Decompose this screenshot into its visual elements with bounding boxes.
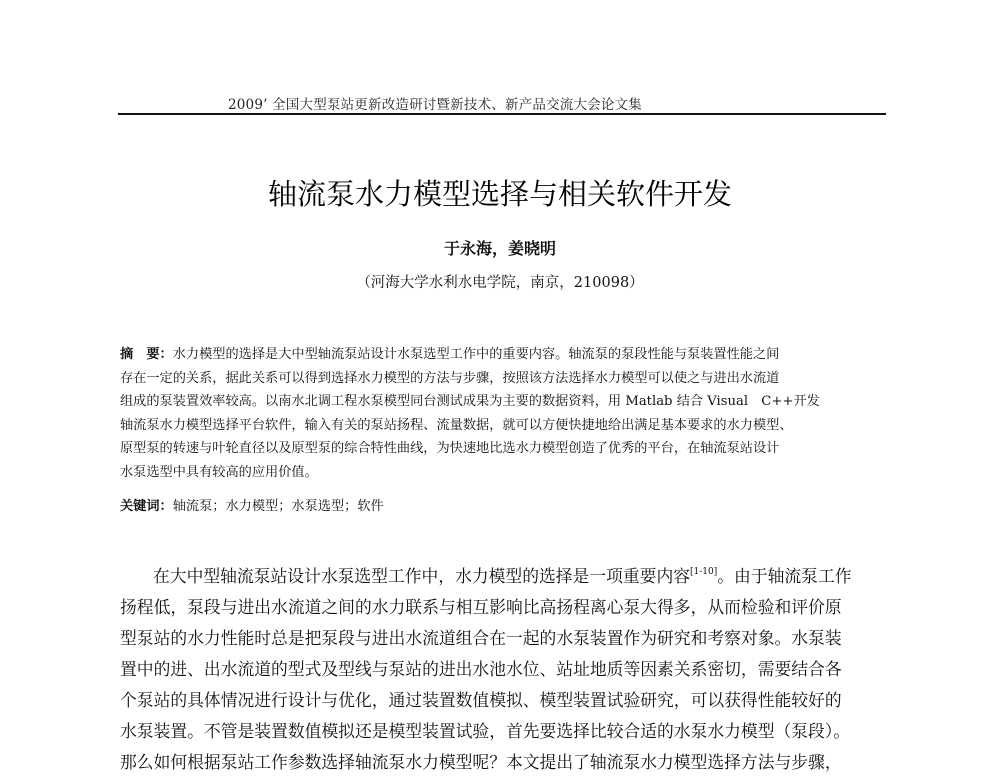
- body-line: 个泵站的具体情况进行设计与优化，通过装置数值模拟、模型装置试验研究，可以获得性能较好的: [120, 690, 842, 710]
- body-text-fragment: 。由于轴流泵工作: [717, 566, 852, 586]
- body-text-fragment: 在大中型轴流泵站设计水泵选型工作中，水力模型的选择是一项重要内容: [153, 566, 691, 586]
- body-line: 型泵站的水力性能时总是把泵段与进出水流道组合在一起的水泵装置作为研究和考察对象。水泵装: [120, 628, 842, 648]
- citation-ref: [1-10]: [690, 567, 718, 577]
- body-line: 那么如何根据泵站工作参数选择轴流泵水力模型呢？本文提出了轴流泵水力模型选择方法与步骤，: [120, 752, 842, 772]
- abstract-label: 摘 要：: [120, 347, 173, 362]
- abstract-line: 存在一定的关系，据此关系可以得到选择水力模型的方法与步骤，按照该方法选择水力模型可以使之与进出水流道: [120, 370, 780, 386]
- body-text: [120, 557, 888, 778]
- body-line: [120, 557, 888, 592]
- abstract-line: [120, 343, 888, 367]
- abstract-line: 组成的泵装置效率较高。以南水北调工程水泵模型同台测试成果为主要的数据资料，用 Matlab 结合 Visual C++开发: [120, 394, 820, 409]
- body-line: 扬程低，泵段与进出水流道之间的水力联系与相互影响比高扬程离心泵大得多，从而检验和评价原: [120, 597, 842, 617]
- abstract: [120, 343, 888, 484]
- keywords: [120, 495, 888, 514]
- abstract-line: 水泵选型中具有较高的应用价值。: [120, 464, 318, 480]
- keywords-label: 关键词：: [120, 499, 173, 514]
- running-header: 2009’ 全国大型泵站更新改造研讨暨新技术、新产品交流大会论文集: [227, 97, 643, 113]
- paper-affiliation: （河海大学水利水电学院，南京，210098）: [356, 275, 644, 291]
- body-line: 置中的进、出水流道的型式及型线与泵站的进出水池水位、站址地质等因素关系密切，需要结合各: [120, 659, 842, 679]
- abstract-line: 轴流泵水力模型选择平台软件，输入有关的泵站扬程、流量数据，就可以方便快捷地给出满足基本要求的水力模型、: [120, 417, 793, 433]
- keywords-text: 轴流泵；水力模型；水泵选型；软件: [172, 499, 384, 514]
- paper-title: 轴流泵水力模型选择与相关软件开发: [267, 177, 732, 211]
- body-line: 水泵装置。不管是装置数值模拟还是模型装置试验，首先要选择比较合适的水泵水力模型（泵段）。: [120, 721, 850, 741]
- abstract-line: 原型泵的转速与叶轮直径以及原型泵的综合特性曲线，为快速地比选水力模型创造了优秀的平台，在轴流泵站设计: [120, 441, 780, 456]
- paper-authors: 于永海，姜晓明: [443, 239, 556, 258]
- header-rule: [118, 113, 886, 115]
- abstract-text: 水力模型的选择是大中型轴流泵站设计水泵选型工作中的重要内容。轴流泵的泵段性能与泵装置性能之间: [172, 347, 780, 362]
